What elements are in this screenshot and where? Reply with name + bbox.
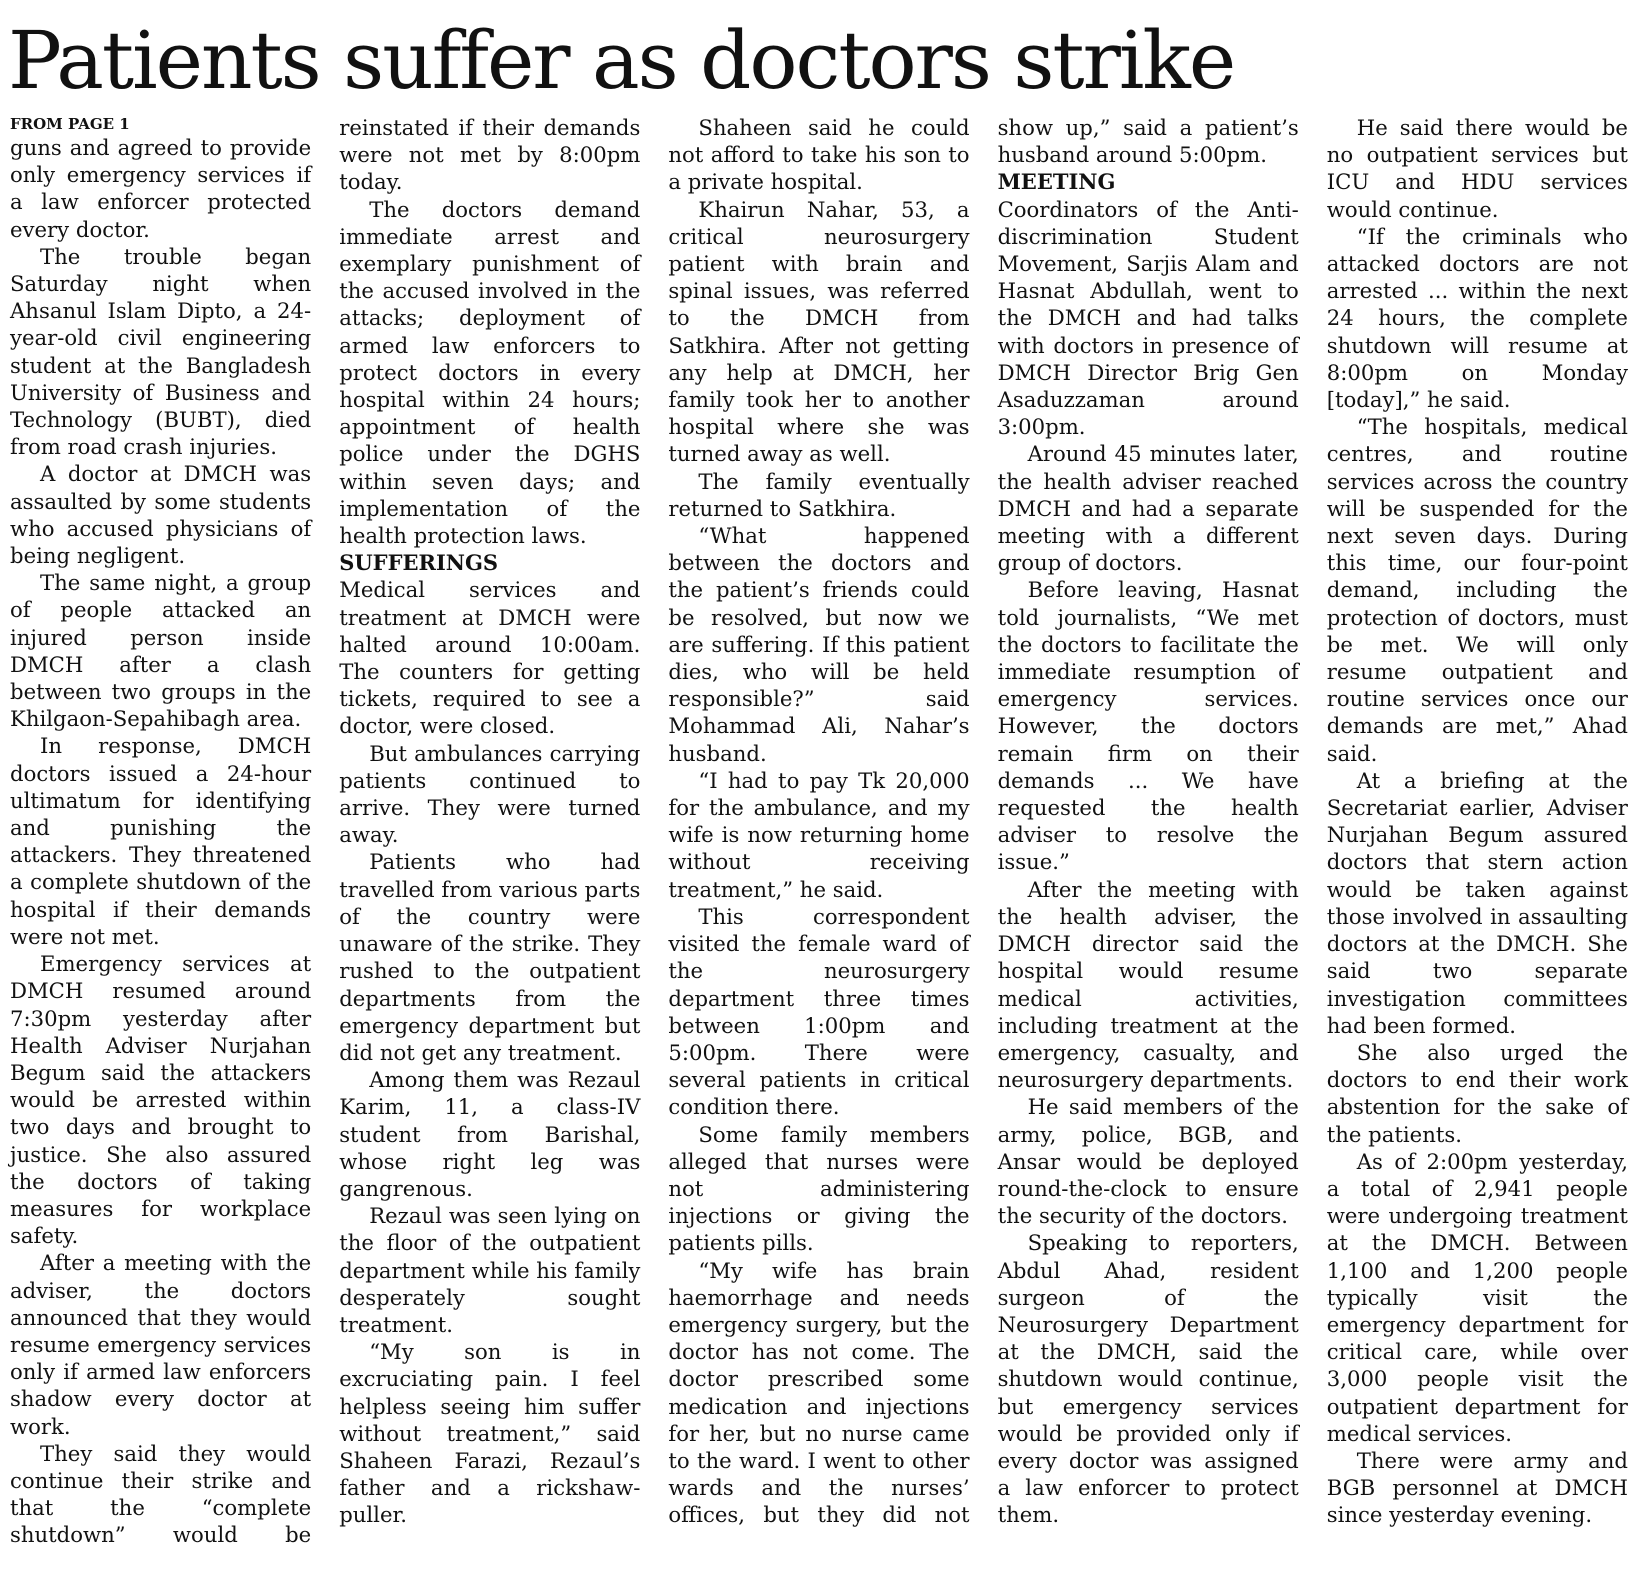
paragraph: They said they would continue their strike and that the “complete shutdown” would be reinstated if their demands were not met by 8:00pm today. <box>10 115 641 1548</box>
paragraph: He said members of the army, police, BGB, and Ansar would be deployed round-the-clock to ensure the security of the doctors. <box>997 1094 1299 1229</box>
paragraph: Patients who had travelled from various parts of the country were unaware of the strike. They rushed to the outpatient departments from the emergency department but did not get any treatment. <box>339 849 641 1065</box>
paragraph: The family eventually returned to Satkhira. <box>668 468 970 521</box>
paragraph: Around 45 minutes later, the health adviser reached DMCH and had a separate meeting with a different group of doctors. <box>997 441 1299 576</box>
paragraph: guns and agreed to provide only emergency services if a law enforcer protected every doctor. <box>10 135 312 242</box>
paragraph: Before leaving, Hasnat told journalists, “We met the doctors to facilitate the immediate resumption of emergency services. However, the doctors remain firm on their demands ... We have requested the health adviser to resolve the issue.” <box>997 577 1299 875</box>
paragraph: Among them was Rezaul Karim, 11, a class-IV student from Barishal, whose right leg was gangrenous. <box>339 1067 641 1201</box>
paragraph: He said there would be no outpatient services but ICU and HDU services would continue. <box>1326 115 1628 222</box>
paragraph: The trouble began Saturday night when Ahsanul Islam Dipto, a 24-year-old civil engineering student at the Bangladesh University of Business and Technology (BUBT), died from road crash injuries. <box>10 243 312 460</box>
paragraph: “My son is in excruciating pain. I feel helpless seeing him suffer without treatment,” said Shaheen Farazi, Rezaul’s father and a rickshaw-puller. <box>339 1339 641 1528</box>
paragraph: Shaheen said he could not afford to take his son to a private hospital. <box>668 115 970 195</box>
paragraph: In response, DMCH doctors issued a 24-hour ultimatum for identifying and punishing the attackers. They threatened a complete shutdown of the hospital if their demands were not met. <box>10 733 312 949</box>
headline: Patients suffer as doctors strike <box>8 14 1235 107</box>
subhead-meeting: MEETING <box>997 169 1116 195</box>
paragraph: Some family members alleged that nurses were not administering injections or giving the patients pills. <box>668 1121 970 1256</box>
paragraph: Rezaul was seen lying on the floor of the outpatient department while his family desperately sought treatment. <box>339 1203 641 1337</box>
paragraph: “The hospitals, medical centres, and routine services across the country will be suspended for the next seven days. During this time, our four-point demand, including the protection of doctors, must be met. We will only resume outpatient and routine services once our demands are met,” Ahad said. <box>1326 414 1628 766</box>
paragraph: At a briefing at the Secretariat earlier, Adviser Nurjahan Begum assured doctors that stern action would be taken against those involved in assaulting doctors at the DMCH. She said two separate investigation committees had been formed. <box>1326 767 1628 1038</box>
paragraph: “If the criminals who attacked doctors are not arrested ... within the next 24 hours, the complete shutdown will resume at 8:00pm on Monday [today],” he said. <box>1326 223 1628 413</box>
subhead-sufferings: SUFFERINGS <box>339 550 499 576</box>
paragraph: “What happened between the doctors and the patient’s friends could be resolved, but now we are suffering. If this patient dies, who will be held responsible?” said Mohammad Ali, Nahar’s husband. <box>668 523 970 766</box>
paragraph: “I had to pay Tk 20,000 for the ambulance, and my wife is now returning home without receiving treatment,” he said. <box>668 767 970 902</box>
paragraph: Speaking to reporters, Abdul Ahad, resident surgeon of the Neurosurgery Department at the DMCH, said the shutdown would continue, but emergency services would be provided only if every doctor was assigned a law enforcer to protect them. <box>997 1230 1299 1528</box>
paragraph: Coordinators of the Anti-discrimination Student Movement, Sarjis Alam and Hasnat Abdullah, went to the DMCH and had talks with doctors in presence of DMCH Director Brig Gen Asaduzzaman around 3:00pm. <box>997 196 1299 440</box>
paragraph: There were army and BGB personnel at DMCH since yesterday evening. <box>1326 1447 1628 1528</box>
paragraph: Khairun Nahar, 53, a critical neurosurgery patient with brain and spinal issues, was referred to the DMCH from Satkhira. After not getting any help at DMCH, her family took her to another hospital where she was turned away as well. <box>668 196 970 467</box>
article-body <box>10 114 1628 1570</box>
paragraph: “My wife has brain haemorrhage and needs emergency surgery, but the doctor has not come. The doctor prescribed some medication and injections for her, but no nurse came to the ward. I went to other wards and the nurses’ offices, but they did not show up,” said a patient’s husband around 5:00pm. <box>668 115 1299 1528</box>
paragraph: After a meeting with the adviser, the doctors announced that they would resume emergency services only if armed law enforcers shadow every doctor at work. <box>10 1250 312 1439</box>
paragraph: A doctor at DMCH was assaulted by some students who accused physicians of being negligent. <box>10 461 312 569</box>
paragraph: As of 2:00pm yesterday, a total of 2,941 people were undergoing treatment at the DMCH. Between 1,100 and 1,200 people typically visit the emergency department for critical care, while over 3,000 people visit the outpatient department for medical services. <box>1326 1148 1628 1446</box>
paragraph: This correspondent visited the female ward of the neurosurgery department three times between 1:00pm and 5:00pm. There were several patients in critical condition there. <box>668 903 970 1120</box>
paragraph: After the meeting with the health adviser, the DMCH director said the hospital would resume medical activities, including treatment at the emergency, casualty, and neurosurgery departments. <box>997 876 1299 1093</box>
paragraph: The same night, a group of people attacked an injured person inside DMCH after a clash between two groups in the Khilgaon-Sepahibagh area. <box>10 570 312 732</box>
paragraph: Medical services and treatment at DMCH were halted around 10:00am. The counters for getting tickets, required to see a doctor, were closed. <box>339 577 641 739</box>
kicker-from-page-1: FROM PAGE 1 <box>10 115 130 133</box>
paragraph: The doctors demand immediate arrest and exemplary punishment of the accused involved in the attacks; deployment of armed law enforcers to protect doctors in every hospital within 24 hours; appointment of health police under the DGHS within seven days; and implementation of the health protection laws. <box>339 196 641 549</box>
paragraph: Emergency services at DMCH resumed around 7:30pm yesterday after Health Adviser Nurjahan Begum said the attackers would be arrested within two days and brought to justice. She also assured the doctors of taking measures for workplace safety. <box>10 951 312 1249</box>
paragraph: She also urged the doctors to end their work abstention for the sake of the patients. <box>1326 1039 1628 1147</box>
paragraph: But ambulances carrying patients continued to arrive. They were turned away. <box>339 740 641 848</box>
